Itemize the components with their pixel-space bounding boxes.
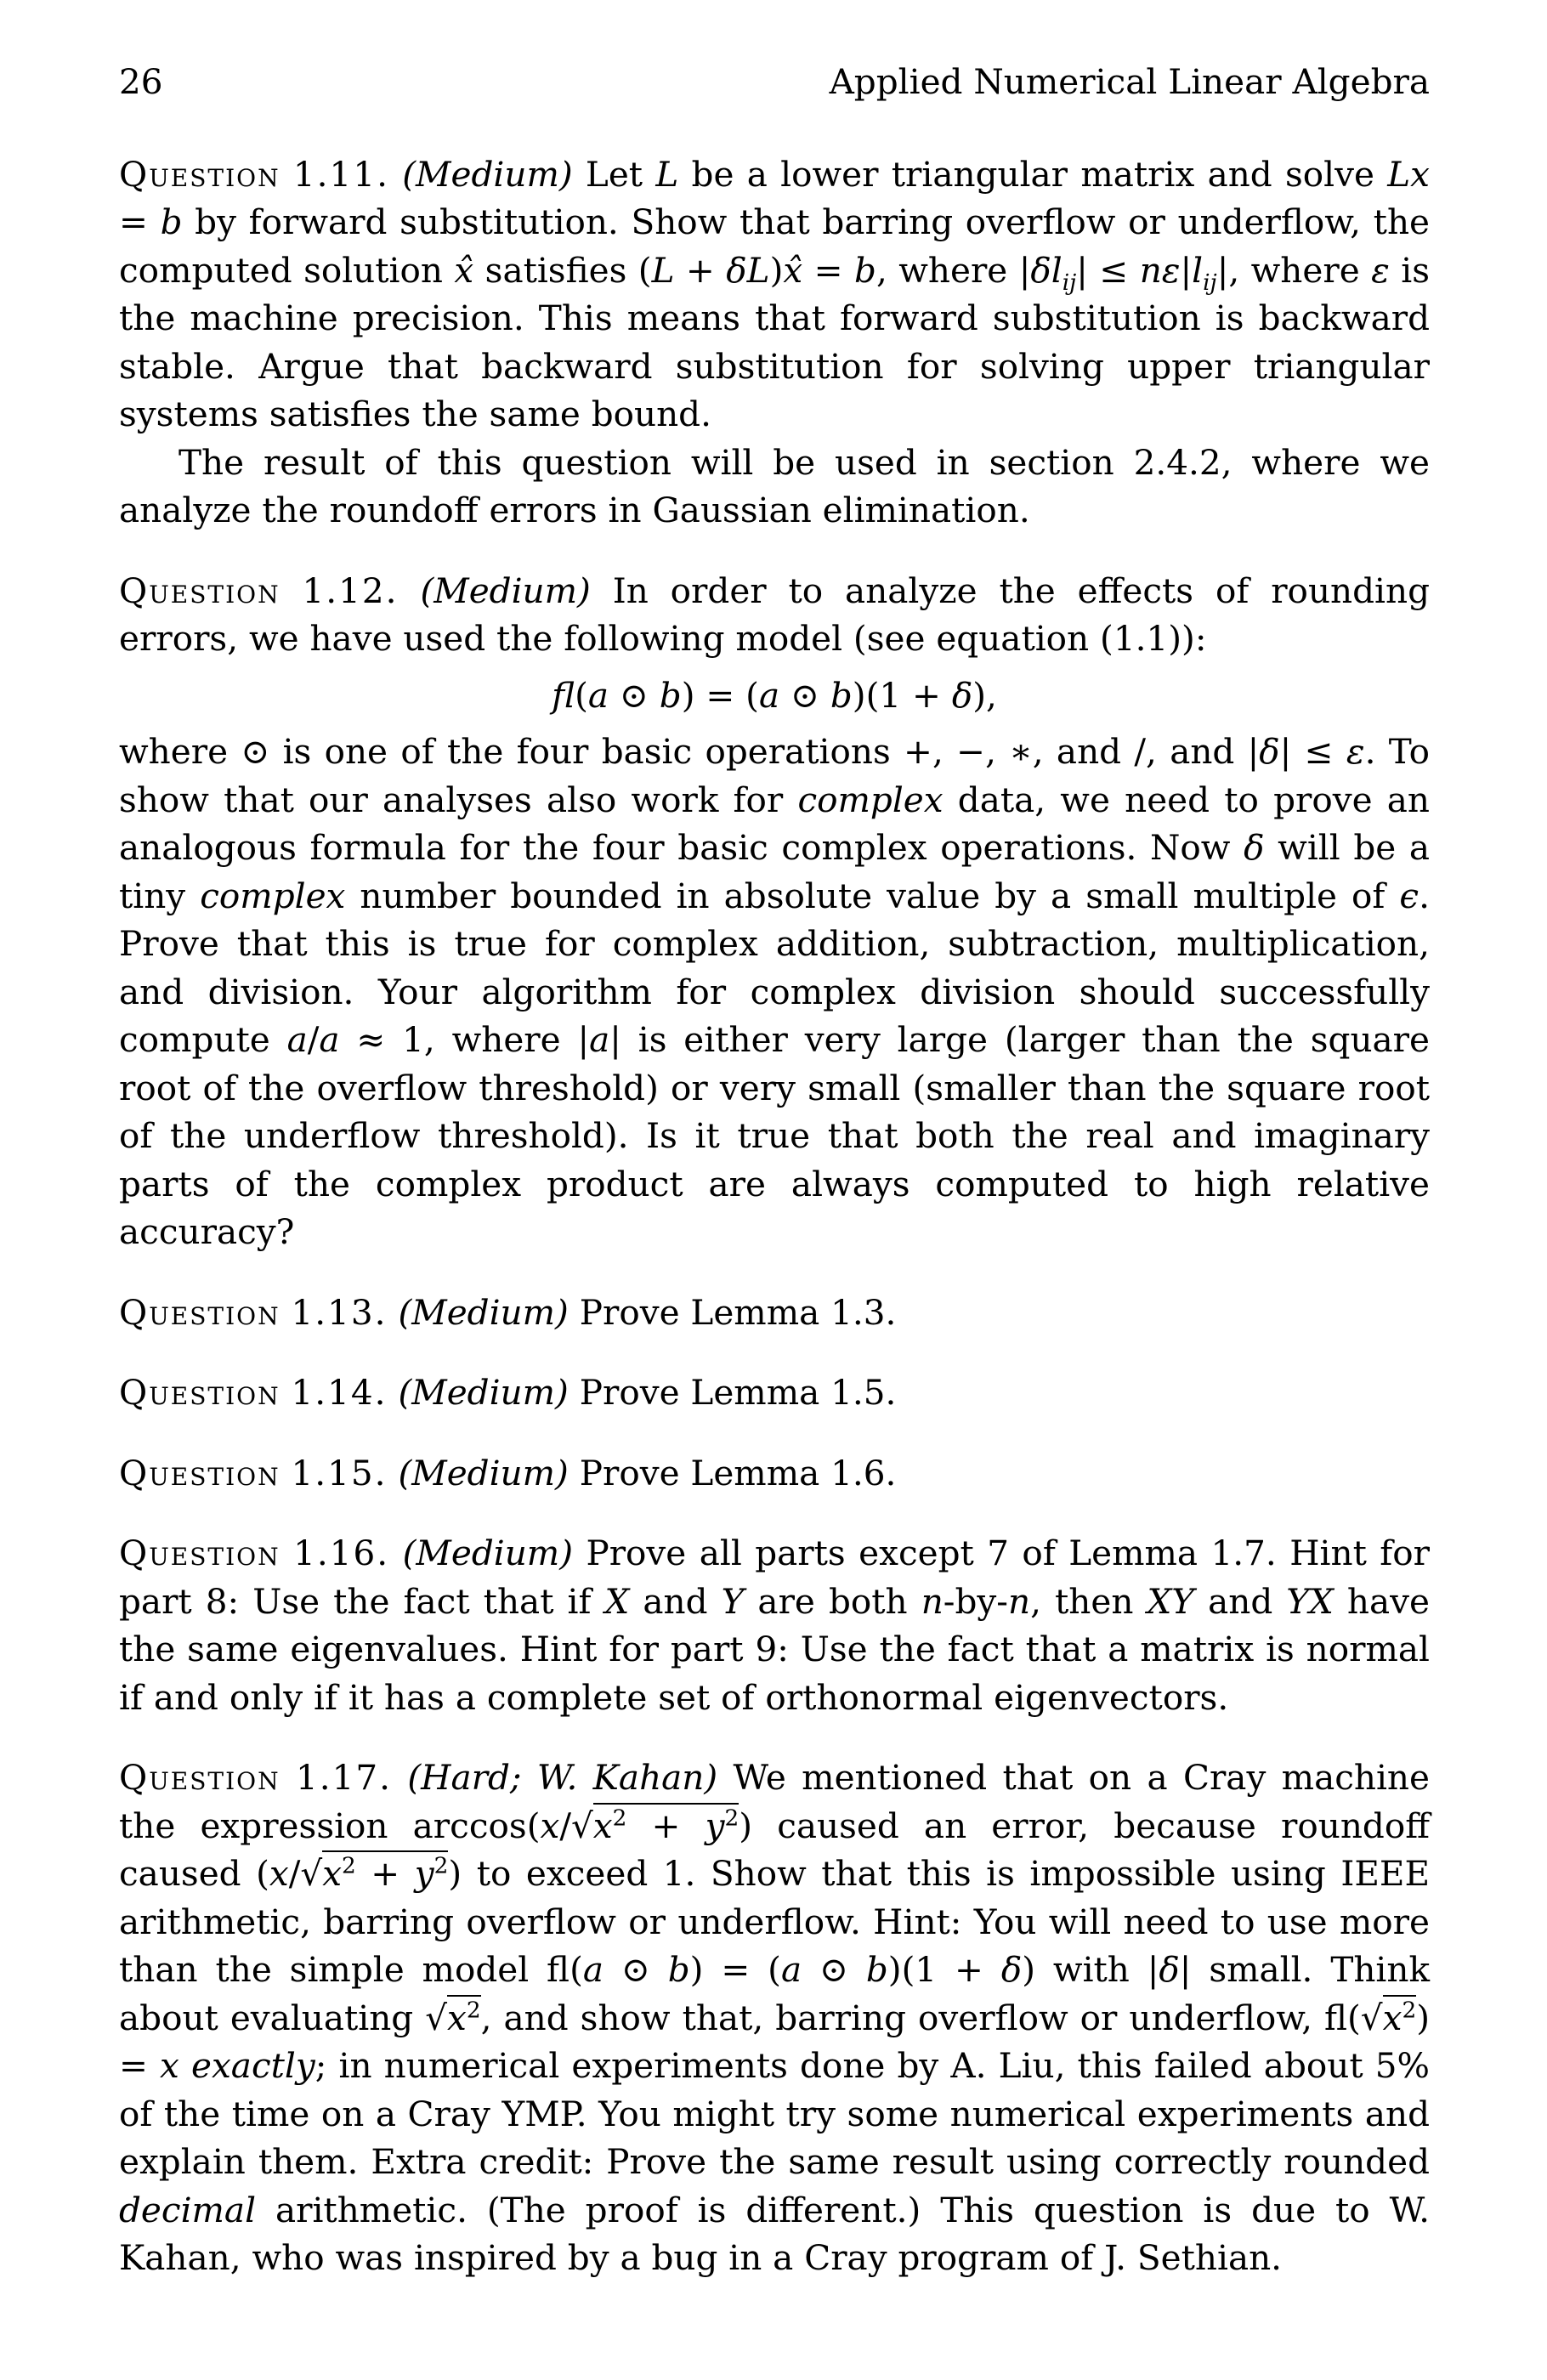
question-1-11-body: Question 1.11. (Medium) Let L be a lower triangular matrix and solve Lx = b by forward substitution. Show that barring overflow or underflow, the computed solution x̂ satisfies (L + δL)x̂ = b, where $|\delta l_{ij}| \le n\varepsilon|l_{ij}|$, where ε is the machine precision. This means that forward substitution is backward stable. Argue that backward substitution for solving upper triangular systems satisfies the same bound. <box>119 153 1431 434</box>
page-number: 26 <box>119 61 163 102</box>
question-number: 1.17. <box>295 1757 393 1798</box>
question-label: Question <box>119 1533 280 1573</box>
question-1-16: Question 1.16. (Medium) Prove all parts except 7 of Lemma 1.7. Hint for part 8: Use the fact that if X and Y are both n-by-n, then XY and YX have the same eigenvalues. Hint for part 9: Use the fact that a matrix is normal if and only if it has a complete set of orthonormal eigenvectors. <box>119 1533 1431 1718</box>
question-label: Question <box>119 1372 280 1413</box>
question-1-12-intro: Question 1.12. (Medium) In order to analyze the effects of rounding errors, we have used the following model (see equation (1.1)): <box>119 570 1430 659</box>
question-text: Prove Lemma 1.6. <box>579 1452 897 1493</box>
question-1-12-body: where ⊙ is one of the four basic operations +, −, ∗, and /, and |δ| ≤ ε. To show that our analyses also work for complex data, we need to prove an analogous formula for the four basic complex operations. Now δ will be a tiny complex number bounded in absolute value by a small multiple of ϵ. Prove that this is true for complex addition, subtraction, multiplication, and division. Your algorithm for complex division should successfully compute a/a ≈ 1, where |a| is either very large (larger than the square root of the overflow threshold) or very small (smaller than the square root of the underflow threshold). Is it true that both the real and imaginary parts of the complex product are always computed to high relative accuracy? <box>119 731 1431 1252</box>
question-1-11 <box>119 150 1430 535</box>
question-difficulty: (Medium) <box>398 1291 569 1333</box>
question-1-12 <box>119 567 1430 1256</box>
question-difficulty: (Medium) <box>402 1533 573 1573</box>
question-text: Prove Lemma 1.3. <box>579 1291 897 1333</box>
question-1-15 <box>119 1449 1430 1498</box>
question-difficulty: (Medium) <box>420 570 591 611</box>
question-label: Question <box>119 1291 280 1333</box>
question-label: Question <box>119 153 280 195</box>
question-number: 1.15. <box>291 1452 388 1493</box>
question-difficulty: (Hard; W. Kahan) <box>407 1757 718 1798</box>
question-1-11-followup: The result of this question will be used in section 2.4.2, where we analyze the roundoff errors in Gaussian elimination. <box>119 441 1430 530</box>
running-title: Applied Numerical Linear Algebra <box>829 61 1430 102</box>
book-page <box>119 58 1430 2315</box>
question-1-14 <box>119 1368 1430 1417</box>
display-equation: fl(a ⊙ b) = (a ⊙ b)(1 + δ), <box>552 674 997 716</box>
question-text: Prove Lemma 1.5. <box>579 1372 897 1413</box>
question-label: Question <box>119 570 280 611</box>
question-difficulty: (Medium) <box>398 1372 569 1413</box>
question-1-13 <box>119 1289 1430 1337</box>
question-number: 1.12. <box>302 570 399 611</box>
question-difficulty: (Medium) <box>402 153 573 195</box>
question-1-17: Question 1.17. (Hard; W. Kahan) We mentioned that on a Cray machine the expression $\arccos(x/√x^2 + y^2)$ caused an error, because roundoff caused $(x/√x^2 + y^2)$ to exceed 1. Show that this is impossible using IEEE arithmetic, barring overflow or underflow. Hint: You will need to use more than the simple model fl(a ⊙ b) = (a ⊙ b)(1 + δ) with |δ| small. Think about evaluating $√x^2$, and show that, barring overflow or underflow, $fl(√x^2) = x$ exactly; in numerical experiments done by A. Liu, this failed about 5% of the time on a Cray YMP. You might try some numerical experiments and explain them. Extra credit: Prove the same result using correctly rounded decimal arithmetic. (The proof is different.) This question is due to W. Kahan, who was inspired by a bug in a Cray program of J. Sethian. <box>119 1757 1431 2278</box>
question-number: 1.14. <box>291 1372 388 1413</box>
question-number: 1.16. <box>293 1533 390 1573</box>
question-number: 1.11. <box>292 153 389 195</box>
question-number: 1.13. <box>291 1291 388 1333</box>
question-difficulty: (Medium) <box>398 1452 569 1493</box>
page-header <box>119 58 1430 106</box>
question-label: Question <box>119 1757 280 1798</box>
question-label: Question <box>119 1452 280 1493</box>
